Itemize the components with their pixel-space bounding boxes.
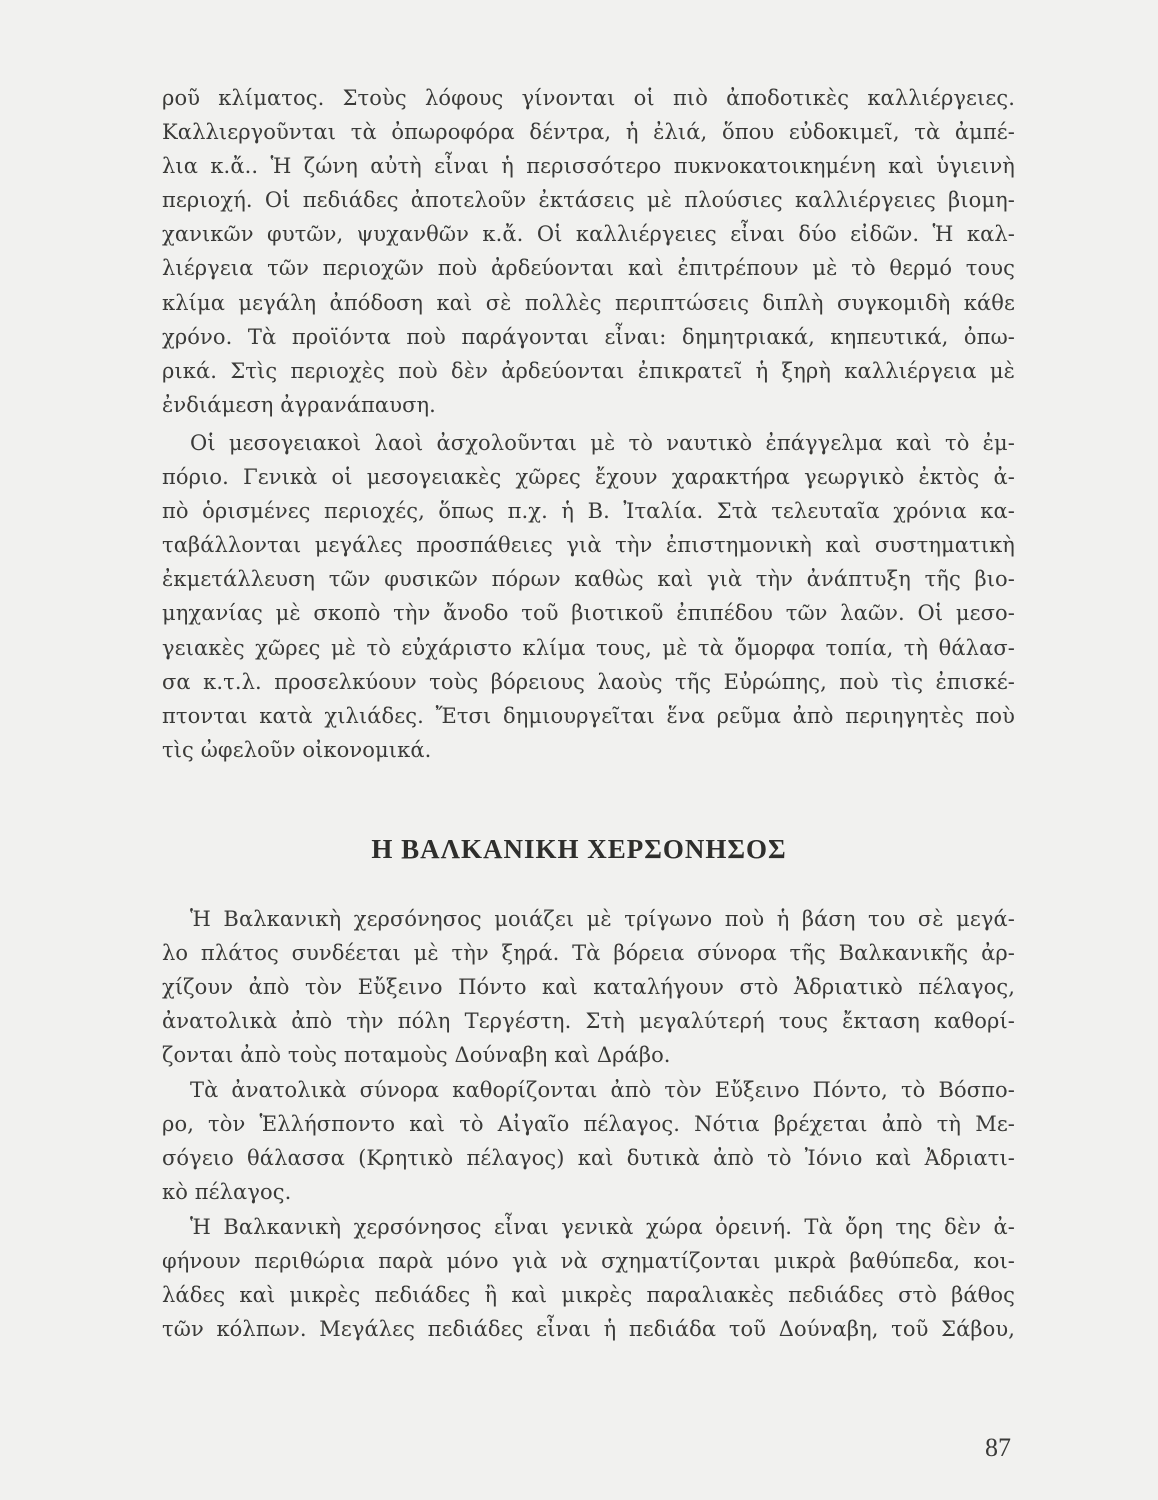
text-line: Καλλιεργοῦνται τὰ ὀπωροφόρα δέντρα, ἡ ἐλιά, ὅπου εὐδοκιμεῖ, τὰ ἀμπέ- <box>162 120 1015 145</box>
text-line: σα κ.τ.λ. προσελκύουν τοὺς βόρειους λαοὺς τῆς Εὐρώπης, ποὺ τὶς ἐπισκέ- <box>162 669 1015 694</box>
text-line: ροῦ κλίματος. Στοὺς λόφους γίνονται οἱ πιὸ ἀποδοτικὲς καλλιέργειες. <box>162 86 1015 110</box>
text-line: ρο, τὸν Ἑλλήσποντο καὶ τὸ Αἰγαῖο πέλαγος. Νότια βρέχεται ἀπὸ τὴ Με- <box>162 1112 1015 1137</box>
text-line: ἐκμετάλλευση τῶν φυσικῶν πόρων καθὼς καὶ γιὰ τὴν ἀνάπτυξη τῆς βιο- <box>162 567 1015 592</box>
text-line: λο πλάτος συνδέεται μὲ τὴν ξηρά. Τὰ βόρεια σύνορα τῆς Βαλκανικῆς ἀρ- <box>162 941 1015 966</box>
text-line: λια κ.ἄ.. Ἡ ζώνη αὐτὴ εἶναι ἡ περισσότερο πυκνοκατοικημένη καὶ ὑγιεινὴ <box>162 154 1015 179</box>
text-line: κλίμα μεγάλη ἀπόδοση καὶ σὲ πολλὲς περιπτώσεις διπλὴ συγκομιδὴ κάθε <box>162 290 1015 315</box>
text-line: περιοχή. Οἱ πεδιάδες ἀποτελοῦν ἐκτάσεις μὲ πλούσιες καλλιέργειες βιομη- <box>162 188 1015 213</box>
paragraph-mediterranean-peoples <box>162 426 1015 767</box>
text-line: ταβάλλονται μεγάλες προσπάθειες γιὰ τὴν ἐπιστημονικὴ καὶ συστηματικὴ <box>162 533 1015 558</box>
text-line: τὶς ὠφελοῦν οἰκονομικά. <box>162 737 432 762</box>
text-line: πὸ ὁρισμένες περιοχές, ὅπως π.χ. ἡ Β. Ἰταλία. Στὰ τελευταῖα χρόνια κα- <box>162 499 1015 524</box>
text-line: χρόνο. Τὰ προϊόντα ποὺ παράγονται εἶναι: δημητριακά, κηπευτικά, ὀπω- <box>162 324 1015 349</box>
paragraph-balkan-borders <box>162 902 1015 1072</box>
paragraph-mountains-plains <box>162 1210 1015 1346</box>
text-line: Ἡ Βαλκανικὴ χερσόνησος μοιάζει μὲ τρίγωνο ποὺ ἡ βάση του σὲ μεγά- <box>190 907 1015 931</box>
text-line: ἀνατολικὰ ἀπὸ τὴν πόλη Τεργέστη. Στὴ μεγαλύτερή τους ἔκταση καθορί- <box>162 1009 1015 1034</box>
text-line: Οἱ μεσογειακοὶ λαοὶ ἀσχολοῦνται μὲ τὸ ναυτικὸ ἐπάγγελμα καὶ τὸ ἐμ- <box>190 431 1015 455</box>
section-heading: Η ΒΑΛΚΑΝΙΚΗ ΧΕΡΣΟΝΗΣΟΣ <box>371 834 787 864</box>
text-line: Τὰ ἀνατολικὰ σύνορα καθορίζονται ἀπὸ τὸν Εὔξεινο Πόντο, τὸ Βόσπο- <box>190 1078 1015 1102</box>
text-line: χανικῶν φυτῶν, ψυχανθῶν κ.ἄ. Οἱ καλλιέργειες εἶναι δύο εἰδῶν. Ἡ καλ- <box>162 222 1015 247</box>
text-line: ρικά. Στὶς περιοχὲς ποὺ δὲν ἀρδεύονται ἐπικρατεῖ ἡ ξηρὴ καλλιέργεια μὲ <box>162 358 1015 383</box>
page-number: 87 <box>985 1433 1011 1462</box>
text-line: τῶν κόλπων. Μεγάλες πεδιάδες εἶναι ἡ πεδιάδα τοῦ Δούναβη, τοῦ Σάβου, <box>162 1317 1015 1342</box>
text-line: φήνουν περιθώρια παρὰ μόνο γιὰ νὰ σχηματίζονται μικρὰ βαθύπεδα, κοι- <box>162 1249 1015 1274</box>
text-line: ἐνδιάμεση ἀγρανάπαυση. <box>162 392 436 417</box>
text-line: χίζουν ἀπὸ τὸν Εὔξεινο Πόντο καὶ καταλήγουν στὸ Ἀδριατικὸ πέλαγος, <box>162 975 1015 1000</box>
text-line: πόριο. Γενικὰ οἱ μεσογειακὲς χῶρες ἔχουν χαρακτήρα γεωργικὸ ἐκτὸς ἀ- <box>162 465 1015 490</box>
text-line: λάδες καὶ μικρὲς πεδιάδες ἢ καὶ μικρὲς παραλιακὲς πεδιάδες στὸ βάθος <box>162 1283 1015 1308</box>
text-line: σόγειο θάλασσα (Κρητικὸ πέλαγος) καὶ δυτικὰ ἀπὸ τὸ Ἰόνιο καὶ Ἀδριατι- <box>162 1146 1015 1171</box>
paragraph-eastern-borders <box>162 1073 1015 1209</box>
text-line: Ἡ Βαλκανικὴ χερσόνησος εἶναι γενικὰ χώρα ὀρεινή. Τὰ ὄρη της δὲν ἀ- <box>190 1215 1015 1239</box>
text-line: κὸ πέλαγος. <box>162 1180 292 1205</box>
paragraph-climate-crops <box>162 81 1015 422</box>
text-line: ζονται ἀπὸ τοὺς ποταμοὺς Δούναβη καὶ Δράβο. <box>162 1043 671 1068</box>
text-line: πτονται κατὰ χιλιάδες. Ἔτσι δημιουργεῖται ἕνα ρεῦμα ἀπὸ περιηγητὲς ποὺ <box>162 703 1015 728</box>
text-line: μηχανίας μὲ σκοπὸ τὴν ἄνοδο τοῦ βιοτικοῦ ἐπιπέδου τῶν λαῶν. Οἱ μεσο- <box>162 601 1015 626</box>
text-line: γειακὲς χῶρες μὲ τὸ εὐχάριστο κλίμα τους, μὲ τὰ ὄμορφα τοπία, τὴ θάλασ- <box>162 635 1015 660</box>
text-line: λιέργεια τῶν περιοχῶν ποὺ ἀρδεύονται καὶ ἐπιτρέπουν μὲ τὸ θερμό τους <box>162 256 1015 281</box>
